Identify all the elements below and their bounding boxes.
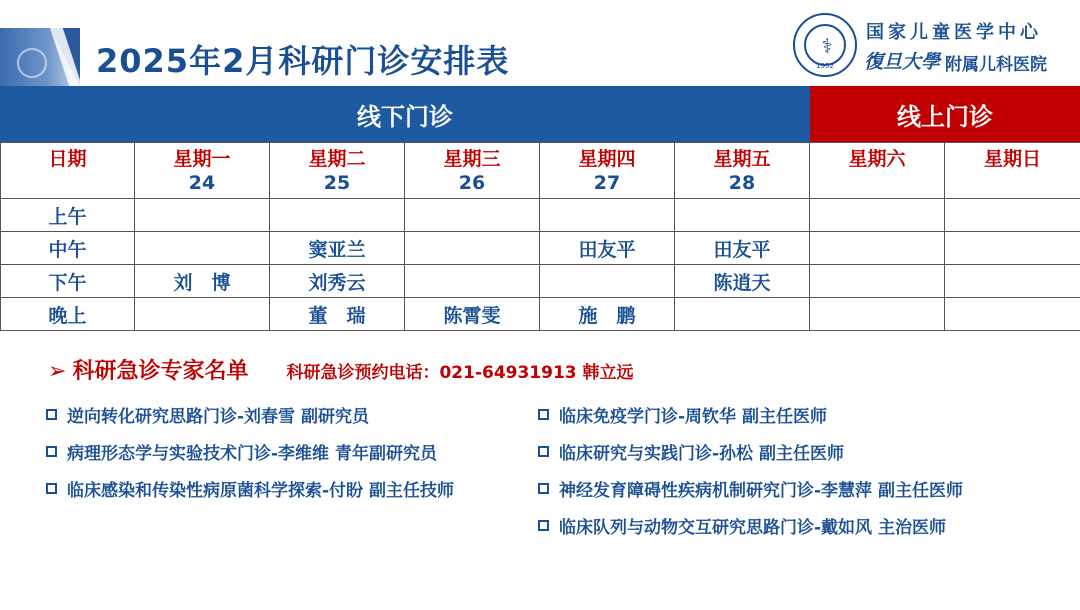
- day-header: [810, 143, 945, 199]
- schedule-cell: [945, 199, 1080, 232]
- logo-caduceus-icon: ⚕: [821, 34, 833, 58]
- checkbox-icon: [46, 409, 57, 420]
- schedule-cell: [675, 199, 810, 232]
- day-name: 星期日: [983, 148, 1041, 170]
- checkbox-icon: [538, 409, 549, 420]
- schedule-cell: [945, 265, 1080, 298]
- day-date: 27: [593, 172, 621, 194]
- schedule-cell: 陈霄雯: [405, 298, 540, 331]
- expert-entry: 病理形态学与实验技术门诊-李维维 青年副研究员: [67, 444, 437, 464]
- schedule-cell: [540, 265, 675, 298]
- list-item: [46, 402, 369, 427]
- day-name: 星期二: [308, 148, 366, 170]
- day-header: [675, 143, 810, 199]
- day-name: 星期三: [443, 148, 501, 170]
- schedule-cell: [540, 199, 675, 232]
- day-name: 星期五: [713, 148, 771, 170]
- expert-entry: 临床队列与动物交互研究思路门诊-戴如风 主治医师: [559, 518, 946, 538]
- expert-entry: 逆向转化研究思路门诊-刘春雪 副研究员: [67, 407, 369, 427]
- day-date: 26: [458, 172, 486, 194]
- experts-header: [48, 354, 1048, 385]
- checkbox-icon: [538, 483, 549, 494]
- hospital-logo-icon: [793, 13, 857, 77]
- schedule-cell: [135, 232, 270, 265]
- list-item: [46, 476, 454, 501]
- logo-inner-ring: [804, 24, 846, 66]
- checkbox-icon: [46, 446, 57, 457]
- slot-row-evening: [1, 298, 1080, 331]
- schedule-cell: 施 鹏: [540, 298, 675, 331]
- schedule-cell: 刘秀云: [270, 265, 405, 298]
- day-header: [540, 143, 675, 199]
- logo-year: 1952: [816, 62, 834, 70]
- day-date: 28: [728, 172, 756, 194]
- offline-clinic-band: 线下门诊: [0, 86, 810, 142]
- schedule-cell: [675, 298, 810, 331]
- list-item: [538, 476, 963, 501]
- experts-phone: 科研急诊预约电话：021-64931913 韩立远: [286, 363, 634, 383]
- list-item: [538, 402, 827, 427]
- schedule-cell: 窦亚兰: [270, 232, 405, 265]
- schedule-cell: [945, 298, 1080, 331]
- schedule-cell: [405, 199, 540, 232]
- list-item: [538, 439, 844, 464]
- expert-entry: 临床研究与实践门诊-孙松 副主任医师: [559, 444, 844, 464]
- day-header: [270, 143, 405, 199]
- day-header: [405, 143, 540, 199]
- schedule-cell: [405, 265, 540, 298]
- schedule-cell: 董 瑞: [270, 298, 405, 331]
- day-header: [945, 143, 1080, 199]
- institution-name: 国家儿童医学中心: [866, 22, 1042, 43]
- list-item: [46, 439, 437, 464]
- day-name: 星期一: [173, 148, 231, 170]
- expert-entry: 神经发育障碍性疾病机制研究门诊-李慧萍 副主任医师: [559, 481, 963, 501]
- checkbox-icon: [538, 446, 549, 457]
- slot-row-morning: [1, 199, 1080, 232]
- schedule-cell: [135, 298, 270, 331]
- expert-entry: 临床感染和传染性病原菌科学探索-付盼 副主任技师: [67, 481, 454, 501]
- header: [0, 0, 1080, 85]
- day-header: [135, 143, 270, 199]
- expert-entry: 临床免疫学门诊-周钦华 副主任医师: [559, 407, 827, 427]
- schedule-cell: 田友平: [540, 232, 675, 265]
- experts-section: [48, 354, 1048, 385]
- day-name: 星期四: [578, 148, 636, 170]
- checkbox-icon: [538, 520, 549, 531]
- experts-title: 科研急诊专家名单: [72, 359, 249, 384]
- department-name: 附属儿科医院: [945, 55, 1047, 75]
- schedule-cell: [810, 232, 945, 265]
- schedule-table: [0, 142, 1080, 331]
- schedule-cell: [810, 199, 945, 232]
- day-name: 星期六: [848, 148, 906, 170]
- day-header-row: [1, 143, 1080, 199]
- slot-row-afternoon: [1, 265, 1080, 298]
- page-title: 2025年2月科研门诊安排表: [96, 42, 510, 80]
- schedule-cell: 田友平: [675, 232, 810, 265]
- date-label: 日期: [1, 143, 135, 199]
- schedule-cell: 陈逍天: [675, 265, 810, 298]
- schedule-cell: [135, 199, 270, 232]
- schedule-cell: [810, 265, 945, 298]
- schedule-cell: 刘 博: [135, 265, 270, 298]
- arrow-right-icon: ➢: [48, 359, 67, 384]
- checkbox-icon: [46, 483, 57, 494]
- schedule-cell: [270, 199, 405, 232]
- day-date: 24: [188, 172, 216, 194]
- slot-label: 上午: [1, 199, 135, 232]
- list-item: [538, 513, 946, 538]
- online-clinic-band: 线上门诊: [810, 86, 1080, 142]
- watermark-logo-icon: [17, 48, 47, 78]
- schedule-cell: [810, 298, 945, 331]
- slot-label: 晚上: [1, 298, 135, 331]
- schedule-cell: [945, 232, 1080, 265]
- day-date: 25: [323, 172, 351, 194]
- university-name: 復旦大學: [864, 51, 941, 73]
- slot-row-noon: [1, 232, 1080, 265]
- slot-label: 下午: [1, 265, 135, 298]
- slot-label: 中午: [1, 232, 135, 265]
- schedule-cell: [405, 232, 540, 265]
